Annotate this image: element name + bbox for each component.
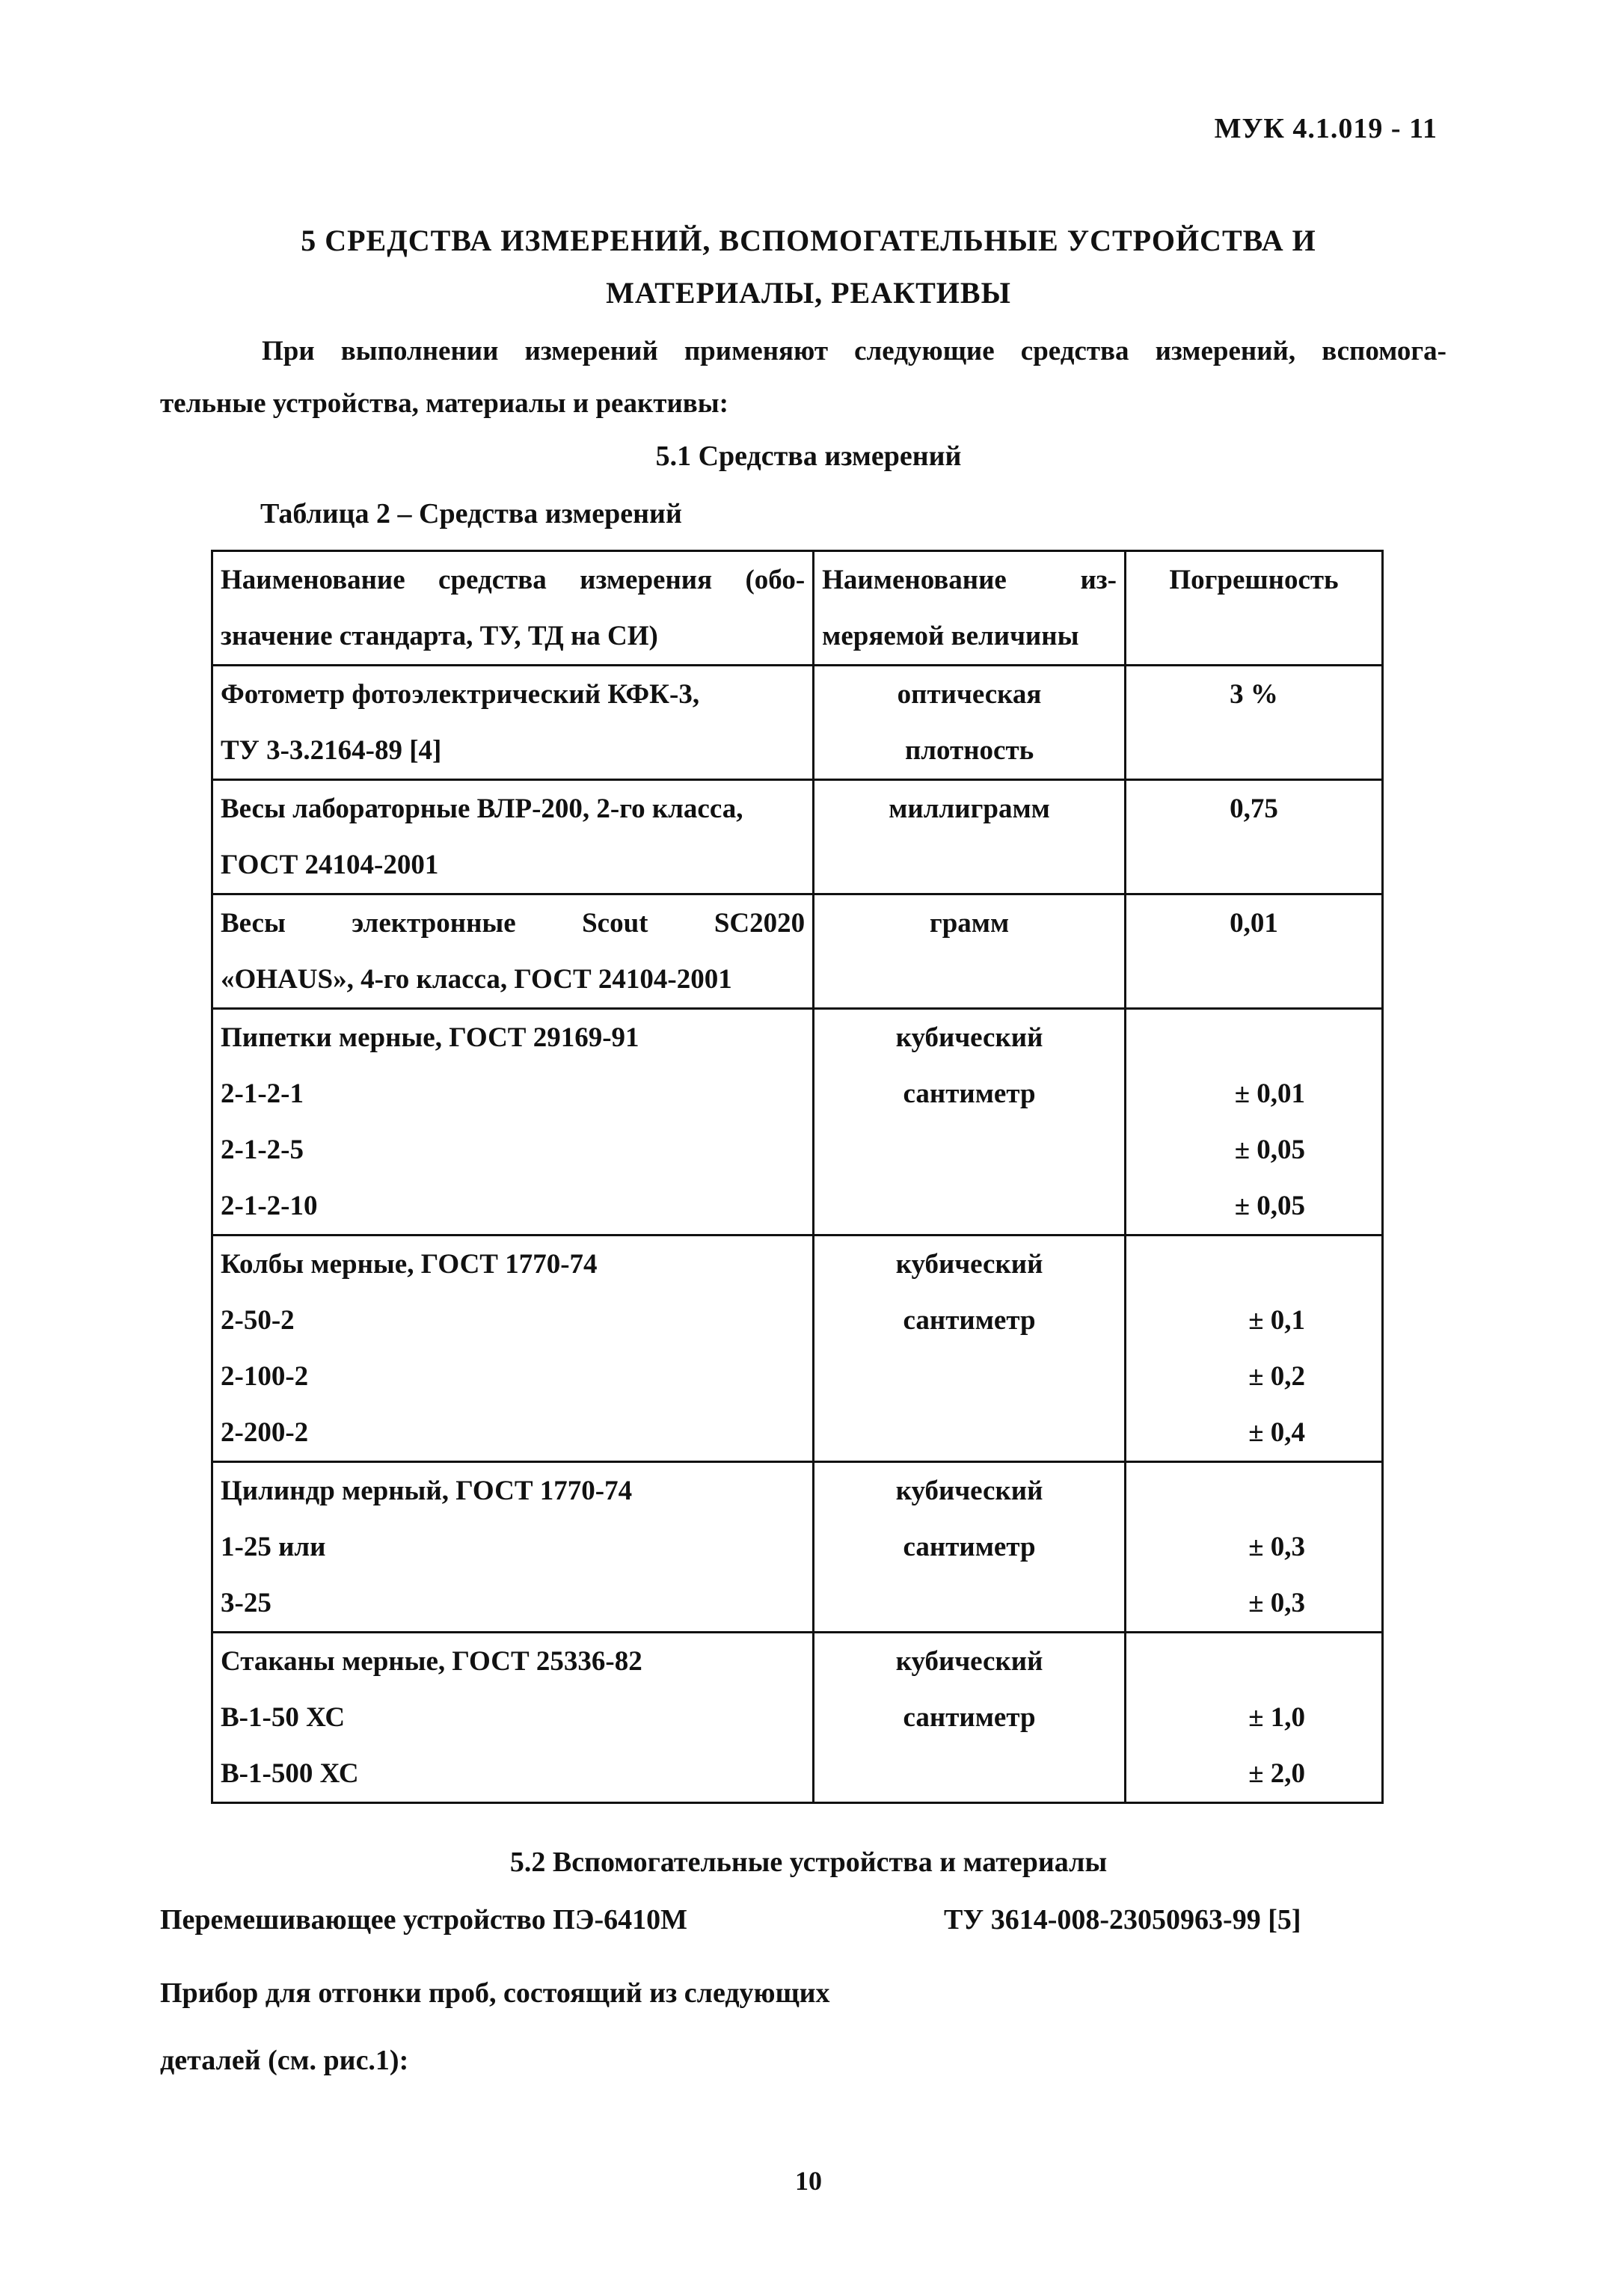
header-col3: Погрешность — [1169, 565, 1339, 595]
header-col2-line1: Наименование из- — [822, 565, 1117, 595]
cell-measured-quantity — [814, 780, 1126, 894]
instrument-name-line: Фотометр фотоэлектрический КФК-3, — [221, 679, 700, 710]
document-code: МУК 4.1.019 - 11 — [1214, 113, 1437, 144]
cell-measured-quantity — [814, 894, 1126, 1009]
error-value — [1134, 1236, 1374, 1292]
error-value: ± 0,05 — [1234, 1135, 1305, 1165]
cell-measured-quantity — [814, 1236, 1126, 1462]
item2-line2: деталей (см. рис.1): — [160, 2045, 409, 2076]
cell-measured-quantity — [814, 666, 1126, 780]
section-title-line2: МАТЕРИАЛЫ, РЕАКТИВЫ — [606, 276, 1011, 310]
error-value — [1134, 1633, 1374, 1689]
error-value: 3 % — [1230, 679, 1278, 710]
measured-quantity-line: кубический — [895, 1476, 1043, 1506]
measured-quantity-line: кубический — [895, 1249, 1043, 1280]
cell-instrument-name — [212, 666, 814, 780]
instrument-name-line: 1-25 или — [221, 1532, 326, 1562]
cell-measured-quantity — [814, 1009, 1126, 1236]
instrument-name-line: Пипетки мерные, ГОСТ 29169-91 — [221, 1022, 639, 1053]
table-caption: Таблица 2 – Средства измерений — [260, 498, 682, 530]
error-value: ± 0,2 — [1248, 1361, 1305, 1392]
instrument-name-line: Весы электронные Scout SC2020 — [221, 908, 806, 939]
measured-quantity-line: сантиметр — [903, 1305, 1036, 1336]
intro-line1: При выполнении измерений применяют следующие средства измерений, вспомога- — [262, 336, 1446, 366]
measured-quantity-line: сантиметр — [903, 1532, 1036, 1562]
error-value: ± 0,05 — [1234, 1191, 1305, 1221]
cell-error — [1125, 894, 1382, 1009]
cell-instrument-name — [212, 780, 814, 894]
error-value: 0,75 — [1230, 794, 1278, 824]
cell-measured-quantity — [814, 1462, 1126, 1633]
error-value: ± 0,3 — [1248, 1588, 1305, 1618]
table-header-row — [212, 551, 1383, 666]
error-value: 0,01 — [1230, 908, 1278, 939]
section-title-line1: 5 СРЕДСТВА ИЗМЕРЕНИЙ, ВСПОМОГАТЕЛЬНЫЕ УСТРОЙСТВА И — [301, 224, 1316, 257]
instrument-name-line: Стаканы мерные, ГОСТ 25336-82 — [221, 1646, 642, 1677]
page-number: 10 — [795, 2166, 822, 2196]
header-col2-line2: меряемой величины — [822, 621, 1079, 651]
instrument-name-line: 2-1-2-1 — [221, 1078, 304, 1109]
table-row — [212, 894, 1383, 1009]
measuring-instruments-table — [211, 550, 1384, 1804]
measured-quantity-line: сантиметр — [903, 1702, 1036, 1733]
cell-error — [1125, 1633, 1382, 1803]
measured-quantity-line: миллиграмм — [889, 794, 1050, 824]
item2-line1: Прибор для отгонки проб, состоящий из следующих — [160, 1977, 830, 2009]
instrument-name-line: «OHAUS», 4-го класса, ГОСТ 24104-2001 — [221, 964, 732, 995]
cell-error — [1125, 780, 1382, 894]
table-row — [212, 666, 1383, 780]
subsection-5-2-title: 5.2 Вспомогательные устройства и материалы — [509, 1847, 1108, 1878]
measured-quantity-line: плотность — [904, 735, 1034, 766]
error-value: ± 1,0 — [1248, 1702, 1305, 1733]
cell-error — [1125, 1009, 1382, 1236]
header-col1-line2: значение стандарта, ТУ, ТД на СИ) — [221, 621, 658, 651]
instrument-name-line: 2-50-2 — [221, 1305, 295, 1336]
instrument-name-line: 2-100-2 — [221, 1361, 309, 1392]
instrument-name-line: 2-1-2-10 — [221, 1191, 318, 1221]
instrument-name-line: Цилиндр мерный, ГОСТ 1770-74 — [221, 1476, 633, 1506]
error-value: ± 0,1 — [1248, 1305, 1305, 1336]
instrument-name-line: В-1-50 ХС — [221, 1702, 346, 1733]
header-measured-quantity — [814, 551, 1126, 666]
cell-instrument-name — [212, 1462, 814, 1633]
cell-error — [1125, 1236, 1382, 1462]
error-value: ± 2,0 — [1248, 1758, 1305, 1789]
table-row — [212, 1462, 1383, 1633]
error-value: ± 0,01 — [1234, 1078, 1305, 1109]
instrument-name-line: Весы лабораторные ВЛР-200, 2-го класса, — [221, 794, 743, 824]
error-value: ± 0,3 — [1248, 1532, 1305, 1562]
measured-quantity-line: кубический — [895, 1022, 1043, 1053]
subsection-5-1-title: 5.1 Средства измерений — [655, 441, 962, 472]
header-col1-line1: Наименование средства измерения (обо- — [221, 565, 806, 595]
table-row — [212, 780, 1383, 894]
cell-instrument-name — [212, 1236, 814, 1462]
instrument-name-line: В-1-500 ХС — [221, 1758, 359, 1789]
header-error — [1125, 551, 1382, 666]
error-value — [1134, 1010, 1374, 1066]
instrument-name-line: ТУ 3-3.2164-89 [4] — [221, 735, 442, 766]
cell-instrument-name — [212, 1009, 814, 1236]
item2-text — [160, 1959, 830, 2094]
header-instrument-name — [212, 551, 814, 666]
intro-line2: тельные устройства, материалы и реактивы: — [160, 388, 728, 419]
instrument-name-line: Колбы мерные, ГОСТ 1770-74 — [221, 1249, 598, 1280]
cell-measured-quantity — [814, 1633, 1126, 1803]
intro-paragraph — [160, 325, 1446, 430]
measured-quantity-line: кубический — [895, 1646, 1043, 1677]
instrument-name-line: 2-1-2-5 — [221, 1135, 304, 1165]
item1-name: Перемешивающее устройство ПЭ-6410М — [160, 1904, 688, 1936]
measured-quantity-line: сантиметр — [903, 1078, 1036, 1109]
cell-error — [1125, 1462, 1382, 1633]
instrument-name-line: ГОСТ 24104-2001 — [221, 850, 439, 880]
cell-error — [1125, 666, 1382, 780]
item1-spec: ТУ 3614-008-23050963-99 [5] — [944, 1904, 1301, 1936]
table-row — [212, 1009, 1383, 1236]
error-value — [1134, 1463, 1374, 1519]
table-row — [212, 1236, 1383, 1462]
error-value: ± 0,4 — [1248, 1417, 1305, 1448]
measured-quantity-line: грамм — [929, 908, 1010, 939]
cell-instrument-name — [212, 1633, 814, 1803]
table-row — [212, 1633, 1383, 1803]
cell-instrument-name — [212, 894, 814, 1009]
instrument-name-line: 2-200-2 — [221, 1417, 309, 1448]
instrument-name-line: 3-25 — [221, 1588, 271, 1618]
measured-quantity-line: оптическая — [897, 679, 1042, 710]
